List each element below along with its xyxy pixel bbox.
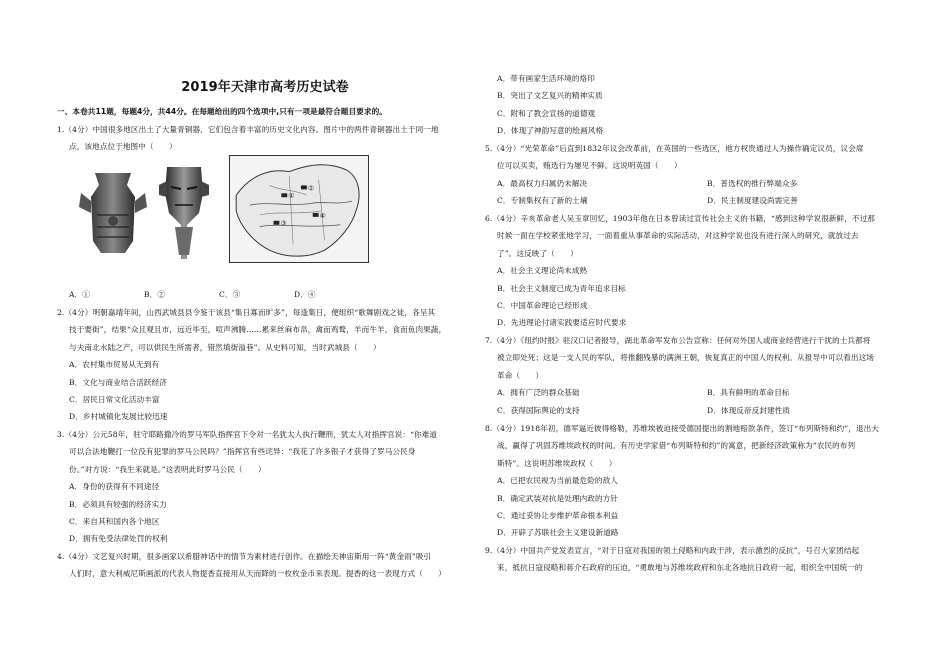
option-b[interactable]: B．突出了文艺复兴的精神实质 [497,91,603,101]
question-1-stem-line-1: 1.（4分）中国很多地区出土了大量青铜器，它们包含着丰富的历史文化内容。图片中的两件青铜器出土于同一地 [57,125,439,134]
question-1-options [69,286,369,303]
map-marker-3 [273,221,279,225]
china-map-image [229,155,369,263]
map-label-3: ③ [280,219,287,228]
question-7-stem-line-3: 革命（ ） [497,370,544,380]
bronze-head-image [153,163,215,263]
map-marker-4 [313,213,319,217]
right-column [485,0,905,672]
option-d[interactable]: D．民主制度建设尚需完善 [707,196,798,206]
question-6-stem-line-3: 了”。这反映了（ ） [497,248,578,258]
question-2-stem-line-1: 2.（4分）明朝嘉靖年间，山西武城县县令鉴于该县“集日寡而旷多”，每逢集日，便组织“歌舞剧戏之徒，各呈其 [57,308,436,317]
option-d[interactable]: D．开辟了苏联社会主义建设新道路 [497,528,619,538]
option-b[interactable]: B．确定武装对抗是处理内政的方针 [497,493,619,503]
question-3 [57,426,473,548]
question-5 [485,140,905,210]
option-c[interactable]: C．通过妥协让步维护革命根本利益 [497,511,619,521]
option-a[interactable]: A．已把农民视为当前最危险的敌人 [497,476,618,486]
question-1-figures [73,155,373,265]
question-2 [57,304,473,426]
question-3-stem-line-1: 3.（4分）公元58年，驻守耶路撒冷的罗马军队指挥官下令对一名犹太人执行鞭刑，犹太人对指挥官说：“你难道 [57,430,438,439]
section-heading: 一、本卷共11题，每题4分，共44分。在每题给出的四个选项中,只有一项是最符合题目要求的。 [57,107,387,116]
option-a[interactable]: A．农村集市贸易从无到有 [69,360,160,370]
question-1-stem-line-2: 点，该地点位于地图中（ ） [69,142,177,152]
option-a[interactable]: A．带有画家生活环境的烙印 [497,74,595,83]
map-marker-1 [281,193,287,197]
map-marker-2 [301,185,307,189]
bronze-vessel-image [73,167,153,257]
question-9-stem-line-2: 来，抵抗日寇侵略和蒋介石政府的压迫，“勇敢地与苏维埃政府和东北各地抗日政府一起，组织全中国统一的 [497,563,863,573]
question-7-options-row-2 [485,402,905,419]
option-c[interactable]: C．获得国际舆论的支持 [497,405,580,415]
page-title: 2019年天津市高考历史试卷 [181,80,349,95]
question-4 [57,548,473,583]
question-4-stem-line-2: 人们时，意大利威尼斯画派的代表人物提香直接用从天而降的一枚枚金币来表现。提香的这一表现方式（ ） [69,569,446,579]
question-5-options-row-2 [485,192,905,209]
option-d[interactable]: D．体现了神韵写意的绘画风格 [497,126,604,136]
option-b[interactable]: B．必须具有较强的经济实力 [69,499,168,509]
left-column [57,0,473,672]
option-a[interactable]: A．身份的获得有不同途径 [69,482,160,492]
option-c[interactable]: C．中国革命理论已经形成 [497,301,588,311]
option-c[interactable]: C．来自其和国内各个地区 [69,517,160,527]
question-8-stem-line-3: 斯特”。这说明苏维埃政权（ ） [497,458,617,468]
question-7-stem-line-1: 7.（4分）《纽约时报》驻汉口记者报导，湖北革命军发布公告宣称：任何对外国人或商业经营进行干扰的士兵都将 [485,336,871,345]
question-5-stem-line-2: 位可以买卖，贿选行为屡见不鲜。这说明英国（ ） [497,161,682,171]
question-4-stem-line-1: 4.（4分）文艺复兴时期，很多画家以希腊神话中的情节为素材进行创作。在描绘天神宙斯用一阵“黄金雨”吸引 [57,552,432,561]
question-1 [57,121,473,156]
option-c[interactable]: C．附和了教会宣扬的道德观 [497,108,596,118]
option-a[interactable]: A．社会主义理论尚未成熟 [497,266,588,276]
map-label-4: ④ [319,211,326,220]
question-9-stem-line-1: 9.（4分）中国共产党发表宣言，“对于日寇对我国的领土侵略和内政干涉，表示激烈的反抗”，号召大家团结起 [485,546,860,555]
option-b[interactable]: B．文化与商业结合活跃经济 [69,377,168,387]
question-6-stem-line-1: 6.（4分）辛亥革命老人吴玉章回忆，1903年他在日本曾读过宣传社会主义的书籍，“感到这种学说很新鲜，不过那 [485,214,875,223]
question-2-stem-line-3: 与夫南北水陆之产，可以供民生所需者，错然填街溢巷”。从史料可知，当时武城县（ ） [69,342,381,352]
question-7-options-row-1 [485,384,905,401]
question-8-stem-line-2: 战，赢得了巩固苏维埃政权的时间。有历史学家借“布列斯特和约”的寓意，把新经济政策称为“农民的布列 [497,441,856,451]
option-c[interactable]: C．专制集权有了新的土壤 [497,196,588,206]
question-5-options-row-1 [485,175,905,192]
question-3-stem-line-2: 可以合法地鞭打一位没有犯罪的罗马公民吗？”指挥官有些诧异：“我花了许多银子才获得了罗马公民身 [69,447,416,457]
option-d[interactable]: D．④ [294,290,316,299]
map-label-1: ① [288,192,295,201]
question-7 [485,332,905,419]
question-9 [485,542,905,577]
question-4-options [485,70,905,140]
question-2-stem-line-2: 技于要街”，结果“众且观且市，远近毕至，喧声沸腾……累来丝麻布帛，禽而鸡鹜，羊而牛羊，食而鱼肉果蔬， [69,325,447,335]
option-a[interactable]: A．拥有广泛的群众基础 [497,388,580,398]
question-8-stem-line-1: 8.（4分）1918年初，德军逼近彼得格勒，苏维埃被迫接受德国提出的割地赔款条件，签订“布列斯特和约”，退出大 [485,424,879,433]
option-b[interactable]: B．具有鲜明的革命目标 [707,388,790,398]
option-d[interactable]: D．体现反帝反封建性质 [707,405,791,415]
option-c[interactable]: C．③ [219,290,241,299]
map-label-2: ② [307,184,315,193]
question-3-stem-line-3: 份。”对方说：“我生来就是。”这表明此时罗马公民（ ） [69,464,266,474]
question-6 [485,210,905,332]
option-a[interactable]: A．① [69,290,90,299]
option-d[interactable]: D．先进理论付诸实践要适应时代要求 [497,318,627,328]
question-5-stem-line-1: 5.（4分）“光荣革命”后直到1832年议会改革前，在英国的一些选区，地方权贵通过人为操作确定议员，议会席 [485,144,864,153]
option-d[interactable]: D．拥有免受法律处罚的权利 [69,534,168,544]
question-8 [485,420,905,542]
option-d[interactable]: D．乡村城镇化发展比较迅速 [69,412,168,422]
option-b[interactable]: B．普选权的推行弊端众多 [707,178,798,188]
question-6-stem-line-2: 时候一面在学校紧张地学习，一面着重从事革命的实际活动，对这种学说也没有进行深入的研究，就放过去 [497,231,859,241]
option-b[interactable]: B．② [144,290,166,299]
option-a[interactable]: A．最高权力归属仍未解决 [497,178,588,188]
option-c[interactable]: C．居民日常文化活动丰富 [69,395,160,405]
option-b[interactable]: B．社会主义制度已成为青年追求目标 [497,283,626,293]
question-7-stem-line-2: 被立即处死；这是一支人民的军队，将推翻残暴的满洲王朝，恢复真正的中国人的权利。从报导中可以看出这场 [497,353,874,363]
